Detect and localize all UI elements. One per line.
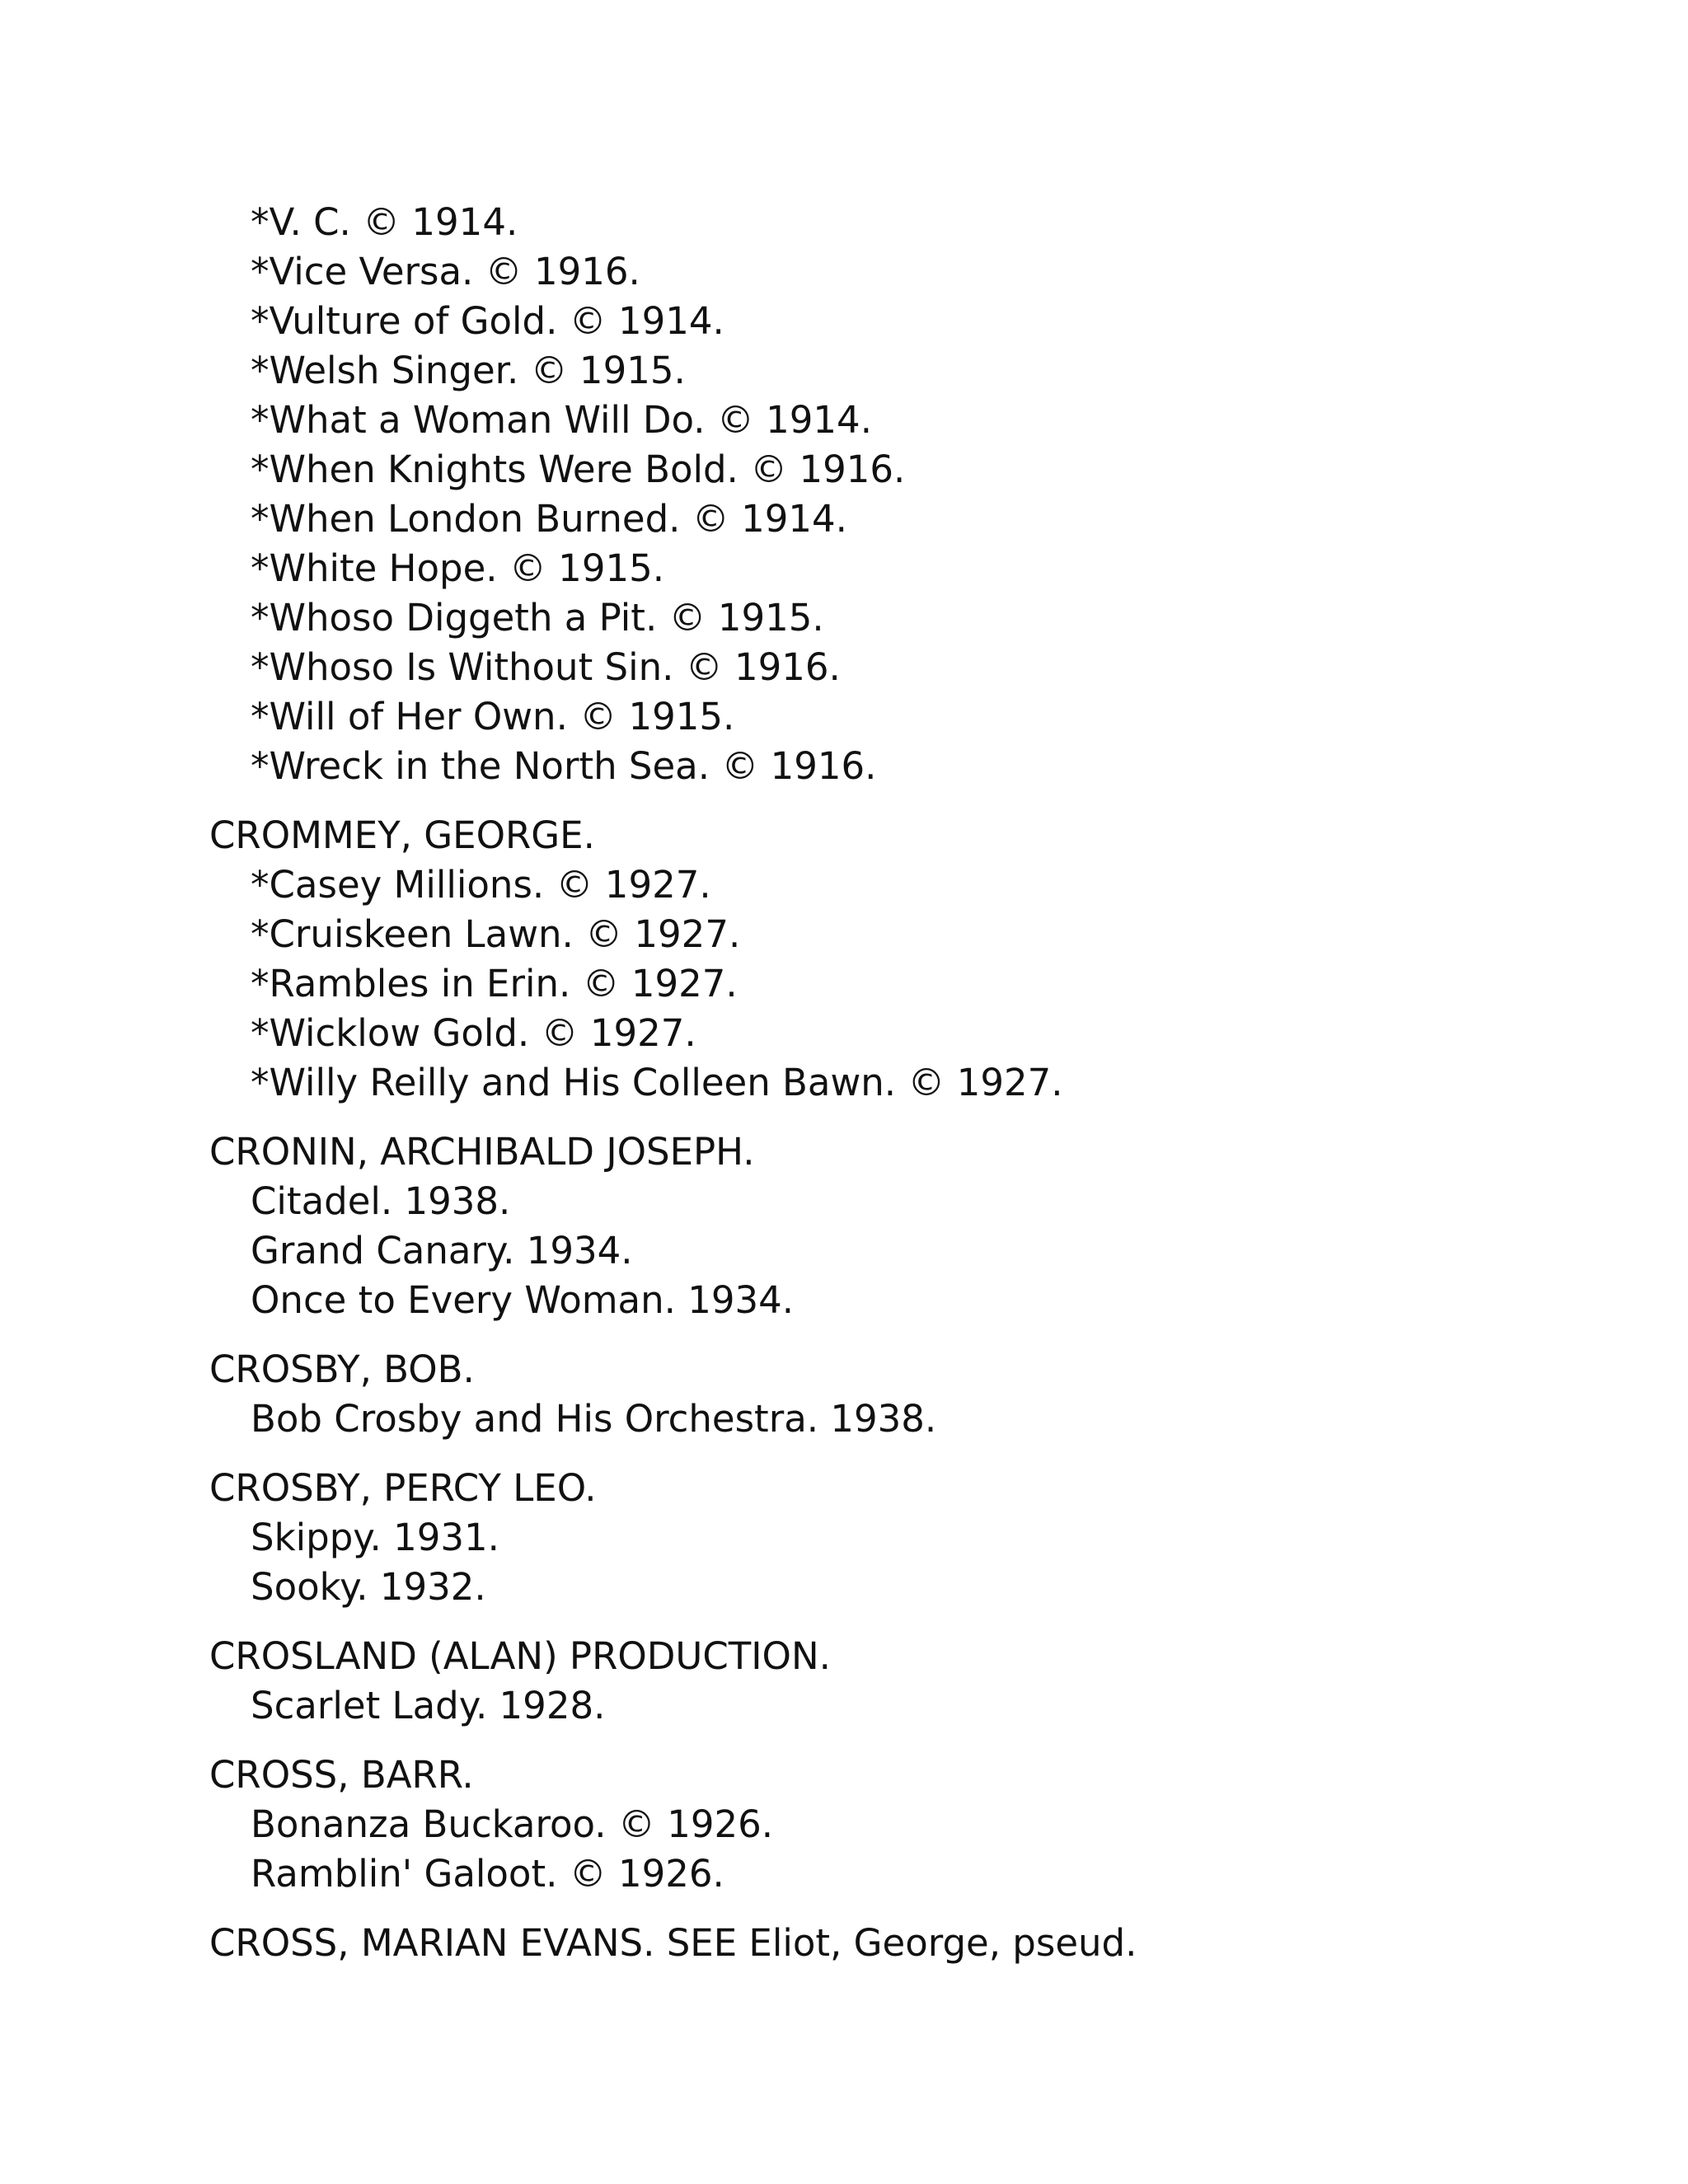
entry: *Whoso Diggeth a Pit. © 1915.: [251, 596, 824, 640]
entry: *Whoso Is Without Sin. © 1916.: [251, 645, 841, 689]
section-continued: [209, 198, 1611, 791]
section-crommey-george: [209, 811, 1611, 1108]
section-heading: CROSBY, BOB.: [209, 1347, 475, 1391]
entry: *Wreck in the North Sea. © 1916.: [251, 744, 877, 788]
entry: Scarlet Lady. 1928.: [251, 1684, 606, 1727]
section-cronin-archibald-joseph: [209, 1127, 1611, 1325]
entry: *When Knights Were Bold. © 1916.: [251, 448, 906, 491]
entry: *Willy Reilly and His Colleen Bawn. © 1927.: [251, 1061, 1063, 1104]
entry: *Welsh Singer. © 1915.: [251, 349, 686, 392]
section-crosby-bob: [209, 1345, 1611, 1444]
entry: *What a Woman Will Do. © 1914.: [251, 398, 872, 442]
section-heading: CROMMEY, GEORGE.: [209, 813, 595, 857]
entry: *Rambles in Erin. © 1927.: [251, 962, 738, 1005]
section-cross-marian-evans: [209, 1919, 1611, 1968]
entry: *Wicklow Gold. © 1927.: [251, 1011, 696, 1055]
document-page: [209, 198, 1611, 1968]
entry: Skippy. 1931.: [251, 1516, 499, 1559]
entry: *Casey Millions. © 1927.: [251, 863, 711, 907]
entry: Citadel. 1938.: [251, 1179, 511, 1223]
entry: *When London Burned. © 1914.: [251, 497, 847, 541]
entry: *V. C. © 1914.: [251, 200, 518, 244]
entry: *Will of Her Own. © 1915.: [251, 695, 735, 738]
section-heading: CROSS, BARR.: [209, 1753, 474, 1797]
entry: *Vulture of Gold. © 1914.: [251, 299, 724, 343]
section-crosby-percy-leo: [209, 1464, 1611, 1612]
entry: Sooky. 1932.: [251, 1565, 486, 1609]
section-heading: CROSLAND (ALAN) PRODUCTION.: [209, 1634, 831, 1678]
entry: Once to Every Woman. 1934.: [251, 1278, 795, 1322]
section-heading: CROSS, MARIAN EVANS. SEE Eliot, George, pseud.: [209, 1921, 1137, 1965]
section-crosland-alan-production: [209, 1632, 1611, 1731]
entry: Grand Canary. 1934.: [251, 1229, 633, 1272]
section-cross-barr: [209, 1750, 1611, 1899]
section-heading: CRONIN, ARCHIBALD JOSEPH.: [209, 1130, 755, 1174]
entry: Ramblin' Galoot. © 1926.: [251, 1852, 724, 1896]
section-heading: CROSBY, PERCY LEO.: [209, 1466, 597, 1510]
entry: *Cruiskeen Lawn. © 1927.: [251, 912, 741, 956]
entry: *Vice Versa. © 1916.: [251, 250, 640, 293]
entry: Bob Crosby and His Orchestra. 1938.: [251, 1397, 937, 1441]
entry: Bonanza Buckaroo. © 1926.: [251, 1802, 774, 1846]
entry: *White Hope. © 1915.: [251, 546, 665, 590]
